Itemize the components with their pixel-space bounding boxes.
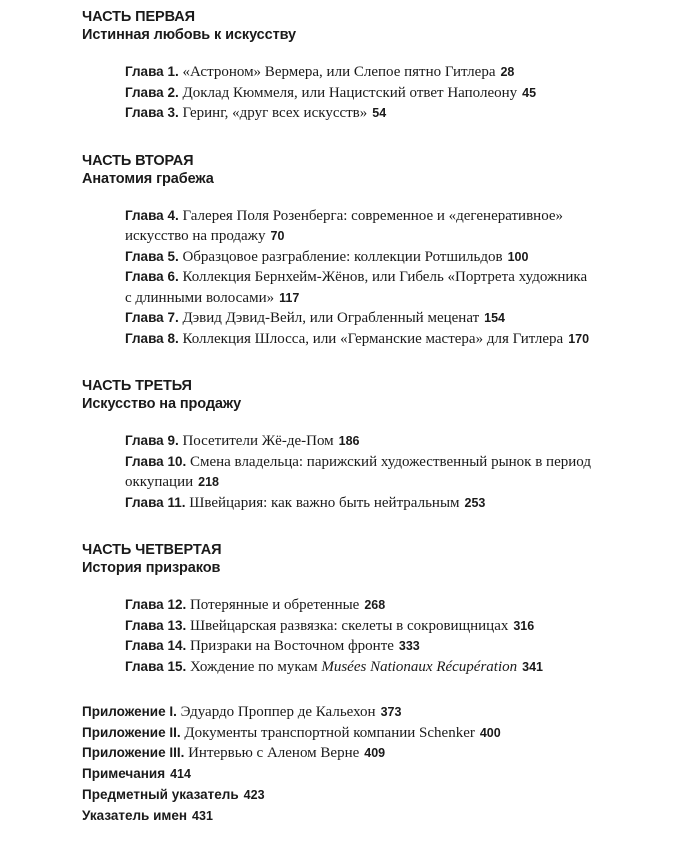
page-number: 117 <box>279 290 300 305</box>
page-number: 414 <box>170 767 191 782</box>
page-number: 70 <box>270 229 285 243</box>
appendix-entry <box>82 702 662 723</box>
chapter-label: Глава 12. <box>125 597 187 612</box>
chapter-entry <box>125 308 595 329</box>
toc-part <box>82 541 662 677</box>
page-number: 268 <box>364 598 386 612</box>
part-title: ЧАСТЬ ВТОРАЯ <box>82 152 194 169</box>
appendix-label: Указатель имен <box>82 807 188 823</box>
chapter-label: Глава 5. <box>125 248 179 264</box>
page-number: 316 <box>513 618 535 633</box>
chapter-title: Коллекция Бернхейм-Жёнов, или Гибель «Портрета художника с длинными волосами» <box>125 269 588 306</box>
part-title: ЧАСТЬ ТРЕТЬЯ <box>82 378 192 394</box>
chapter-list <box>82 595 595 677</box>
page-number: 218 <box>198 475 219 489</box>
chapter-entry <box>125 267 595 308</box>
part-subtitle: Искусство на продажу <box>82 396 242 412</box>
page-number: 100 <box>507 249 529 264</box>
toc-part <box>82 8 662 124</box>
chapter-title: Коллекция Шлосса, или «Германские мастера» для Гитлера <box>182 330 564 347</box>
chapter-title: Дэвид Дэвид-Вейл, или Ограбленный меценат <box>182 310 480 326</box>
chapter-title: Смена владельца: парижский художественный рынок в период оккупации <box>125 453 591 490</box>
chapter-label: Глава 11. <box>125 494 186 510</box>
part-subtitle: Анатомия грабежа <box>82 170 214 187</box>
chapter-title: Призраки на Восточном фронте <box>189 638 394 654</box>
chapter-entry <box>125 657 595 678</box>
appendix-title: Документы транспортной компании Schenker <box>184 724 475 741</box>
page-number: 45 <box>522 85 537 100</box>
chapter-label: Глава 10. <box>125 453 187 469</box>
chapter-list <box>82 62 595 124</box>
chapter-entry <box>125 62 595 83</box>
toc-part <box>82 152 662 350</box>
chapter-entry <box>125 616 595 637</box>
chapter-label: Глава 13. <box>125 617 187 633</box>
appendix-entry <box>82 723 662 744</box>
chapter-list <box>82 431 595 513</box>
chapter-entry <box>125 493 595 514</box>
chapter-title: Доклад Кюммеля, или Нацистский ответ Наполеону <box>182 84 518 101</box>
appendix-entry <box>82 785 662 806</box>
chapter-label: Глава 7. <box>125 310 179 325</box>
appendix-label: Предметный указатель <box>82 786 239 802</box>
appendix-label: Приложение III. <box>82 745 185 761</box>
page-number: 400 <box>479 725 501 740</box>
chapter-label: Глава 2. <box>125 84 179 100</box>
chapter-entry <box>125 83 595 104</box>
page-number: 170 <box>568 331 590 346</box>
chapter-title: Галерея Поля Розенберга: современное и «дегенеративное» искусство на продажу <box>125 207 564 244</box>
page-number: 333 <box>398 639 420 653</box>
page-number: 154 <box>484 311 506 325</box>
part-title: ЧАСТЬ ПЕРВАЯ <box>82 9 195 25</box>
page-number: 341 <box>522 659 543 674</box>
chapter-title: Хождение по мукам <box>189 658 318 675</box>
chapter-label: Глава 3. <box>125 105 179 120</box>
appendix-list <box>82 702 662 826</box>
part-subtitle: История призраков <box>82 560 221 576</box>
chapter-entry <box>125 247 595 268</box>
chapter-list <box>82 206 595 350</box>
page-number: 423 <box>243 787 265 802</box>
chapter-title: Геринг, «друг всех искусств» <box>182 105 368 121</box>
chapter-label: Глава 6. <box>125 269 179 284</box>
chapter-title: Швейцария: как важно быть нейтральным <box>189 494 460 511</box>
appendix-label: Приложение I. <box>82 704 177 719</box>
appendix-entry <box>82 806 662 827</box>
chapter-title: Образцовое разграбление: коллекции Ротшильдов <box>182 248 503 265</box>
chapter-label: Глава 14. <box>125 638 187 653</box>
appendix-title: Эдуардо Проппер де Кальехон <box>180 704 376 720</box>
chapter-label: Глава 4. <box>125 207 179 223</box>
page-number: 409 <box>364 746 386 761</box>
page-number: 54 <box>372 106 387 120</box>
chapter-title: Потерянные и обретенные <box>189 597 360 613</box>
page-number: 431 <box>192 808 213 823</box>
appendix-label: Примечания <box>82 766 166 782</box>
page-number: 186 <box>338 434 360 448</box>
chapter-title: «Астроном» Вермера, или Слепое пятно Гитлера <box>182 64 496 80</box>
page-number: 373 <box>380 705 402 719</box>
chapter-entry <box>125 595 595 616</box>
chapter-entry <box>125 206 595 247</box>
chapter-entry <box>125 636 595 657</box>
chapter-label: Глава 9. <box>125 433 179 448</box>
table-of-contents <box>82 8 662 826</box>
part-subtitle: Истинная любовь к искусству <box>82 27 297 43</box>
appendix-entry <box>82 743 662 764</box>
page-number: 253 <box>464 495 486 510</box>
chapter-label: Глава 15. <box>125 658 187 674</box>
chapter-entry <box>125 452 595 493</box>
chapter-title-italic: Musées Nationaux Récupération <box>321 658 518 675</box>
chapter-entry <box>125 431 595 452</box>
appendix-title: Интервью с Аленом Верне <box>188 745 360 762</box>
toc-part <box>82 377 662 513</box>
chapter-title: Швейцарская развязка: скелеты в сокровищницах <box>189 617 509 634</box>
chapter-label: Глава 1. <box>125 64 179 79</box>
appendix-entry <box>82 764 662 785</box>
chapter-title: Посетители Жё-де-Пом <box>182 433 334 449</box>
chapter-entry <box>125 103 595 124</box>
appendix-label: Приложение II. <box>82 724 181 740</box>
page-number: 28 <box>500 65 515 79</box>
chapter-label: Глава 8. <box>125 330 179 346</box>
chapter-entry <box>125 329 595 350</box>
part-title: ЧАСТЬ ЧЕТВЕРТАЯ <box>82 542 222 558</box>
